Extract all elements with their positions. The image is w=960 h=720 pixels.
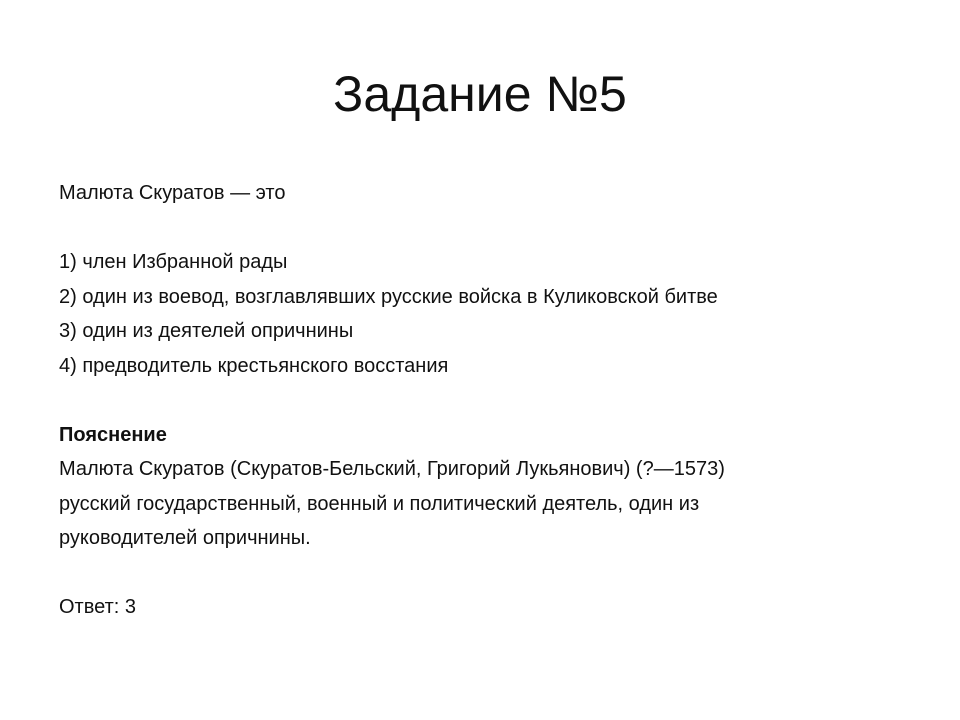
answer-option-4: 4) предводитель крестьянского восстания: [59, 354, 449, 377]
answer-text: Ответ: 3: [59, 596, 136, 618]
slide-title: Задание №5: [333, 66, 627, 122]
answer-option-3: 3) один из деятелей опричнины: [59, 320, 354, 342]
spacer: [59, 383, 919, 418]
explanation-line-2: русский государственный, военный и политический деятель, один из: [59, 492, 700, 515]
explanation-line-1: Малюта Скуратов (Скуратов-Бельский, Григорий Лукьянович) (?—1573): [59, 458, 725, 480]
slide-body: [59, 176, 919, 625]
spacer: [59, 211, 919, 246]
spacer: [59, 556, 919, 591]
answer-option-1: 1) член Избранной рады: [59, 251, 288, 273]
question-text: Малюта Скуратов — это: [59, 182, 286, 204]
explanation-heading: Пояснение: [59, 423, 167, 446]
explanation-line-3: руководителей опричнины.: [59, 527, 311, 549]
answer-option-2: 2) один из воевод, возглавлявших русские войска в Куликовской битве: [59, 285, 718, 308]
